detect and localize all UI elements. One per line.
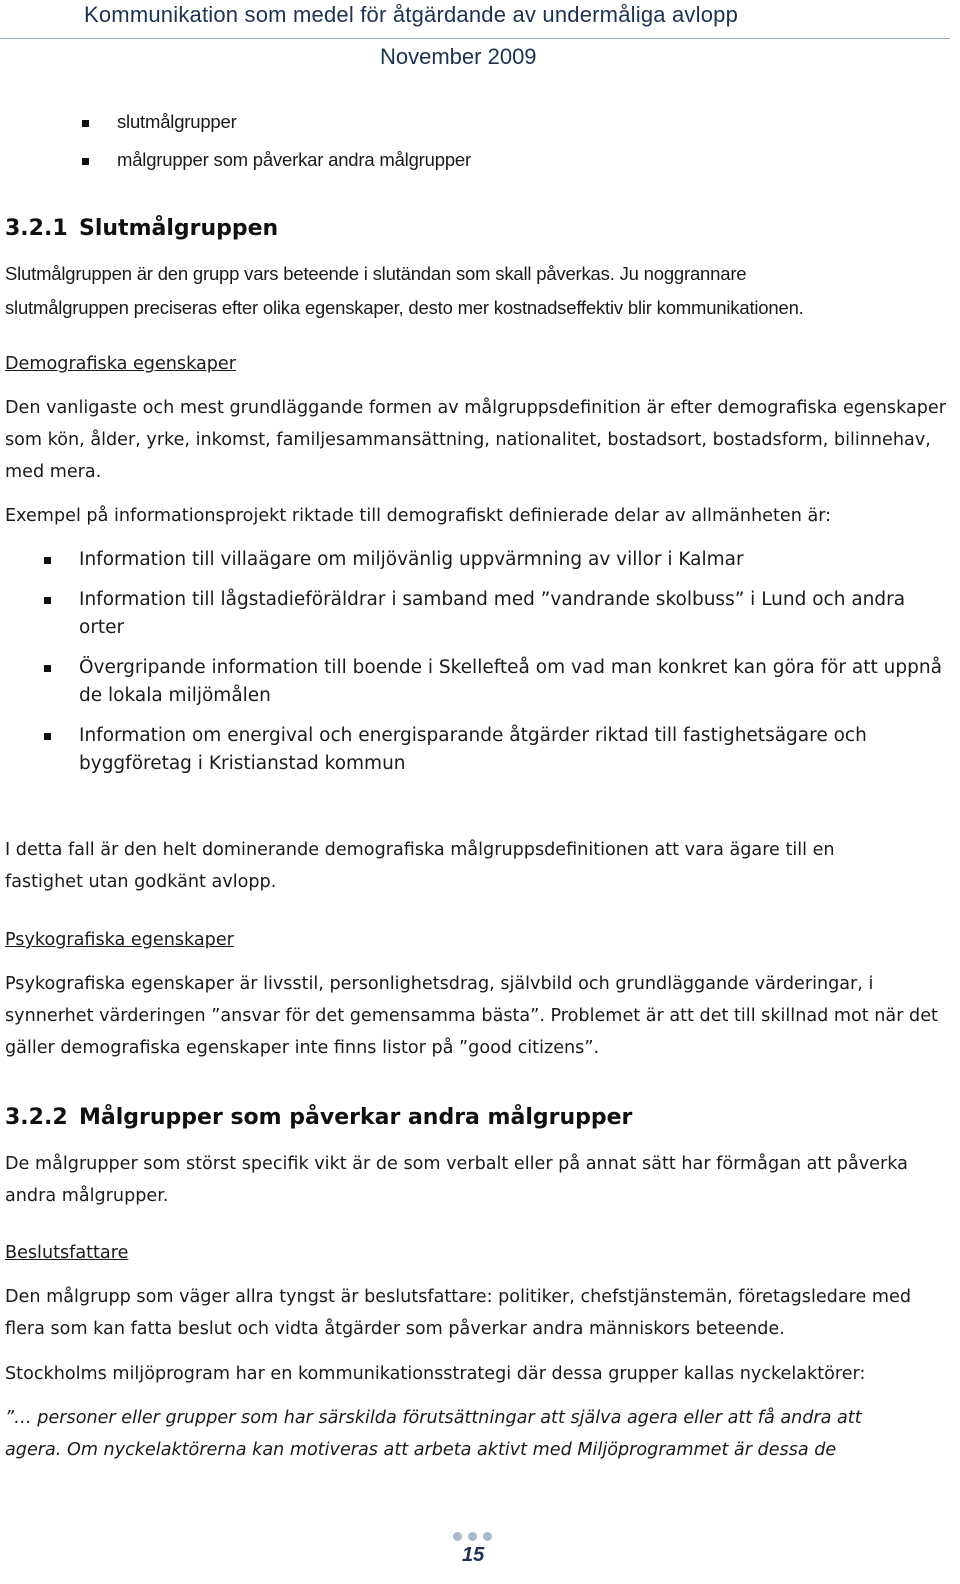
header-title: Kommunikation som medel för åtgärdande av undermåliga avlopp: [84, 2, 739, 27]
dot-icon: [483, 1532, 492, 1541]
list-item: Övergripande information till boende i Skellefteå om vad man konkret kan göra för att uppnå de lokala miljömålen: [79, 657, 942, 706]
section-title: Målgrupper som påverkar andra målgrupper: [79, 1105, 633, 1130]
list-item: slutmålgrupper: [117, 111, 237, 132]
dot-icon: [453, 1532, 462, 1541]
section-heading-321: [5, 216, 278, 241]
header-rule: [0, 38, 950, 39]
list-item: Information till villaägare om miljövänlig uppvärmning av villor i Kalmar: [79, 549, 744, 570]
quote-paragraph: ”… personer eller grupper som har särskilda förutsättningar att själva agera eller att få andra att agera. Om nyckelaktörerna kan motiveras att arbeta aktivt med Miljöprogrammet är dessa de: [5, 1408, 862, 1460]
bullet-square-icon: [44, 597, 51, 604]
subheading-beslutsfattare: Beslutsfattare: [5, 1243, 129, 1263]
dot-icon: [468, 1532, 477, 1541]
bullet-square-icon: [44, 557, 51, 564]
section-title: Slutmålgruppen: [79, 216, 279, 241]
list-item: Information till lågstadieföräldrar i samband med ”vandrande skolbuss” i Lund och andra orter: [79, 589, 906, 638]
bullet-square-icon: [44, 733, 51, 740]
section-number: 3.2.2: [5, 1105, 68, 1130]
subheading-demografiska: Demografiska egenskaper: [5, 354, 236, 374]
bullet-square-icon: [82, 120, 89, 127]
bullet-square-icon: [82, 158, 89, 165]
sec322-paragraph-1: De målgrupper som störst specifik vikt är de som verbalt eller på annat sätt har förmågan att påverka andra målgrupper.: [5, 1154, 908, 1206]
intro-line-1: Slutmålgruppen är den grupp vars beteende i slutändan som skall påverkas. Ju noggrannare: [5, 263, 747, 284]
beslut-paragraph-1: Den målgrupp som väger allra tyngst är beslutsfattare: politiker, chefstjänstemän, företagsledare med flera som kan fatta beslut och vidta åtgärder som påverkar andra människors beteende.: [5, 1287, 912, 1339]
beslut-paragraph-2: Stockholms miljöprogram har en kommunikationsstrategi där dessa grupper kallas nyckelaktörer:: [5, 1364, 866, 1384]
subheading-psykografiska: Psykografiska egenskaper: [5, 930, 234, 950]
list-item: målgrupper som påverkar andra målgrupper: [117, 149, 471, 170]
page-number: 15: [462, 1544, 485, 1566]
section-heading-322: [5, 1105, 632, 1130]
psyko-paragraph: Psykografiska egenskaper är livsstil, personlighetsdrag, självbild och grundläggande värderingar, i synnerhet värderingen ”ansvar för det gemensamma bästa”. Problemet är att det till skillnad mot när det gäller demografiska egenskaper inte finns listor på ”good citizens”.: [5, 974, 938, 1058]
bullet-square-icon: [44, 665, 51, 672]
section-number: 3.2.1: [5, 216, 68, 241]
demo-paragraph-2: Exempel på informationsprojekt riktade till demografiskt definierade delar av allmänheten är:: [5, 506, 832, 526]
intro-line-2: slutmålgruppen preciseras efter olika egenskaper, desto mer kostnadseffektiv blir kommunikationen.: [5, 297, 804, 318]
demo-paragraph-1: Den vanligaste och mest grundläggande formen av målgruppsdefinition är efter demografiska egenskaper som kön, ålder, yrke, inkomst, familjesammansättning, nationalitet, bostadsort, bostadsform, bilinnehav, med mera.: [5, 398, 946, 482]
demo-paragraph-3: I detta fall är den helt dominerande demografiska målgruppsdefinitionen att vara ägare till en fastighet utan godkänt avlopp.: [5, 840, 835, 892]
list-item: Information om energival och energisparande åtgärder riktad till fastighetsägare och byggföretag i Kristianstad kommun: [79, 725, 867, 774]
header-date: November 2009: [380, 44, 537, 69]
